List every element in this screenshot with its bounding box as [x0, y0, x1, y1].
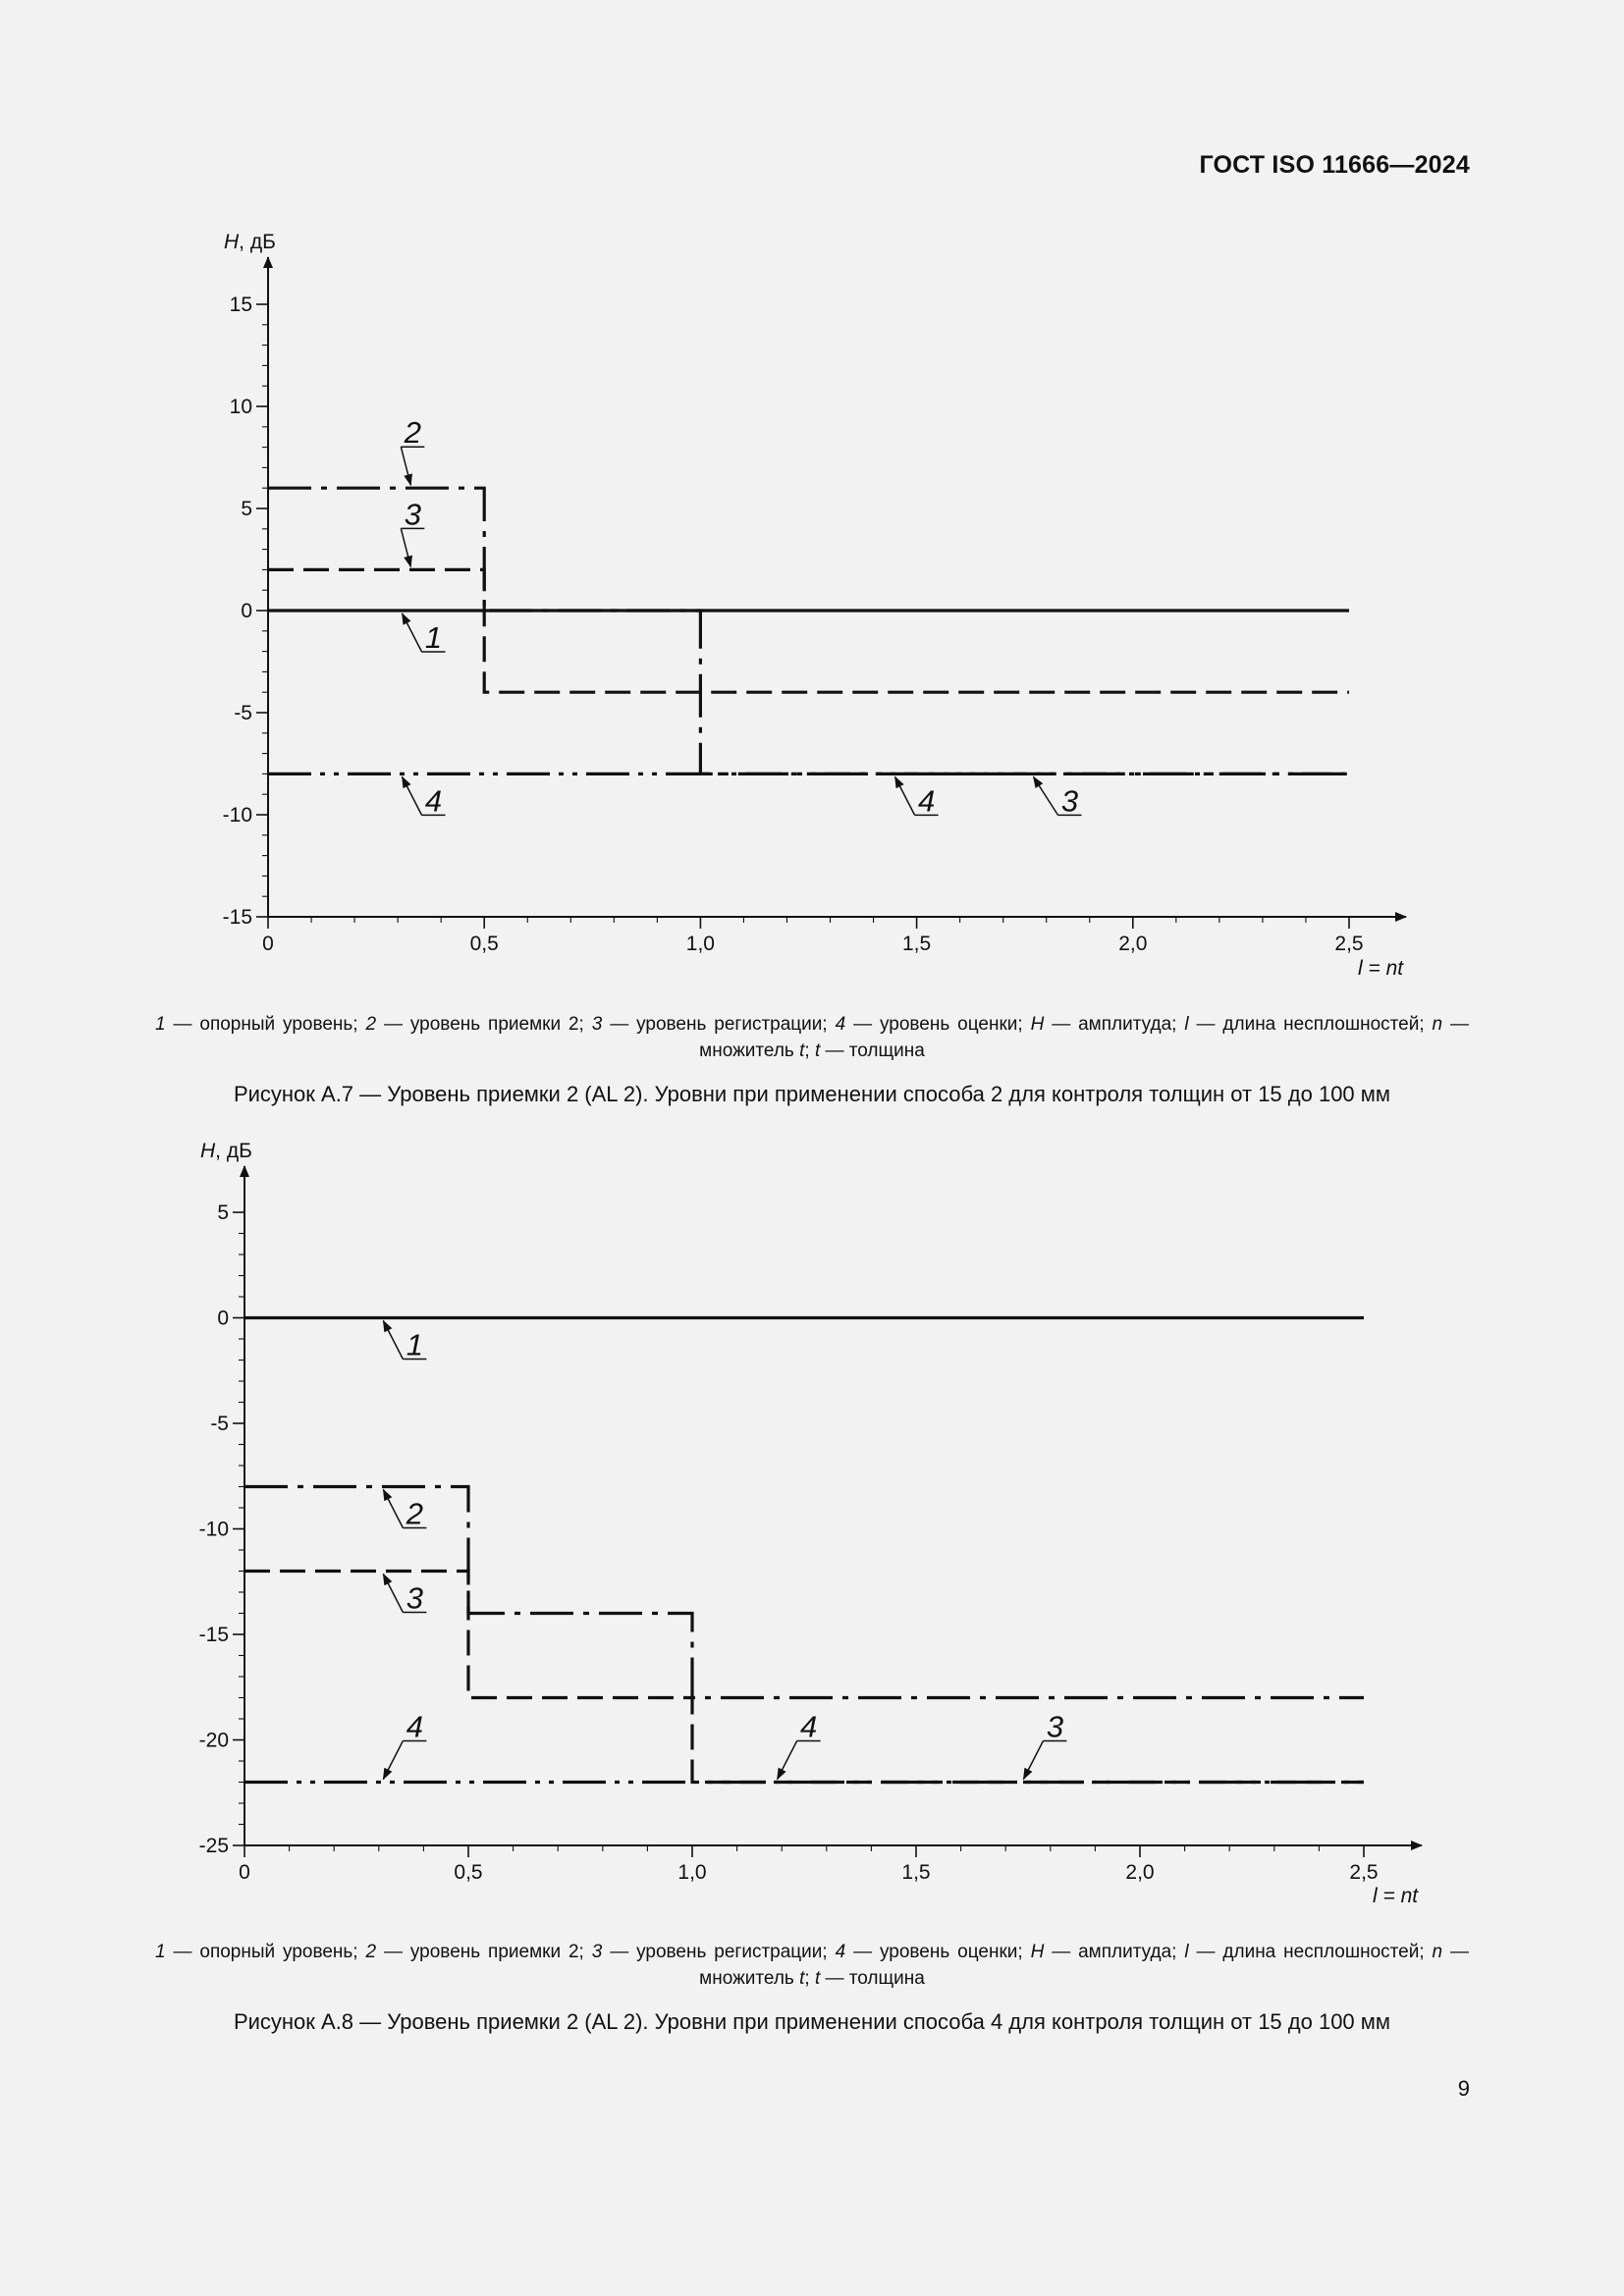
legend-text: — опорный уровень;	[165, 1014, 366, 1035]
legend-text: — множитель	[699, 1942, 1470, 1989]
callout-label: 3	[404, 497, 421, 532]
callout-leader	[383, 1321, 403, 1360]
legend-symbol: t	[814, 1968, 821, 1989]
y-tick-label: -5	[210, 1413, 229, 1435]
figure-a8-svg	[0, 1080, 1624, 1963]
callout-leader	[1034, 776, 1058, 815]
x-axis-label: l = nt	[1358, 957, 1404, 980]
x-tick-label: 2,0	[1118, 933, 1148, 955]
callout-leader	[895, 776, 915, 815]
figure-a7-caption: Рисунок А.7 — Уровень приемки 2 (AL 2). Уровни при применении способа 2 для контроля толщин от 15 до 100 мм	[233, 1082, 1391, 1106]
callout-label: 2	[406, 1496, 423, 1531]
callout-leader	[383, 1575, 403, 1613]
callout-label: 3	[1060, 783, 1079, 819]
callout-label: 3	[406, 1580, 423, 1616]
legend-symbol: n	[1432, 1014, 1443, 1035]
legend-text: ;	[804, 1968, 815, 1989]
callout-label: 4	[800, 1709, 818, 1744]
legend-symbol: 4	[835, 1014, 846, 1035]
x-tick-label: 2,5	[1334, 933, 1364, 955]
legend-symbol: H	[1030, 1014, 1045, 1035]
x-tick-label: 1,0	[677, 1861, 707, 1884]
x-tick-label: 0,5	[469, 933, 499, 955]
legend-symbol: 2	[365, 1014, 377, 1035]
callout-label: 4	[406, 1709, 423, 1744]
legend-text: — уровень регистрации;	[602, 1014, 836, 1035]
callout-leader	[778, 1741, 797, 1780]
y-axis-label: H, дБ	[200, 1140, 252, 1162]
figure-a8-legend	[155, 1939, 1469, 1992]
callout-leader	[1023, 1741, 1043, 1780]
legend-text: — уровень приемки 2;	[376, 1942, 592, 1962]
page-number: 9	[1457, 2076, 1470, 2101]
figure-a7-chart	[0, 0, 1624, 1041]
legend-symbol: 1	[155, 1942, 166, 1962]
y-tick-label: 10	[229, 396, 252, 418]
document-header: ГОСТ ISO 11666—2024	[1199, 151, 1470, 179]
y-axis-label: H, дБ	[224, 231, 276, 253]
callout-label: 4	[917, 783, 936, 819]
x-tick-label: 0	[239, 1861, 250, 1884]
legend-symbol: n	[1432, 1942, 1443, 1962]
legend-text: — амплитуда;	[1044, 1942, 1185, 1962]
legend-symbol: t	[799, 1041, 805, 1061]
callout-label: 1	[424, 620, 443, 655]
callout-leader	[403, 614, 422, 652]
legend-text: — толщина	[820, 1041, 925, 1061]
y-tick-label: 0	[241, 600, 252, 622]
legend-symbol: 2	[365, 1942, 377, 1962]
legend-text: — опорный уровень;	[165, 1942, 366, 1962]
x-tick-label: 0,5	[454, 1861, 483, 1884]
legend-symbol: l	[1184, 1942, 1189, 1962]
callout-leader	[383, 1741, 403, 1780]
y-tick-label: 5	[217, 1201, 229, 1224]
legend-symbol: 4	[835, 1942, 846, 1962]
figure-a7-svg	[0, 0, 1624, 1041]
legend-text: — уровень оценки;	[845, 1942, 1031, 1962]
legend-symbol: H	[1030, 1942, 1045, 1962]
x-tick-label: 1,0	[685, 933, 716, 955]
callout-label: 3	[1046, 1709, 1064, 1744]
y-tick-label: 15	[229, 294, 252, 316]
callout-leader	[401, 528, 410, 566]
legend-text: — амплитуда;	[1044, 1014, 1185, 1035]
callout-label: 1	[406, 1327, 423, 1362]
legend-text: — уровень оценки;	[845, 1014, 1031, 1035]
legend-symbol: t	[814, 1041, 821, 1061]
legend-text: — длина несплошностей;	[1188, 1014, 1433, 1035]
callout-label: 2	[404, 415, 421, 451]
y-tick-label: -15	[222, 906, 252, 929]
figure-a8-chart	[0, 1080, 1624, 1963]
legend-text: — уровень регистрации;	[602, 1942, 836, 1962]
callout-leader	[401, 447, 410, 485]
x-axis-label: l = nt	[1373, 1885, 1419, 1907]
y-tick-label: -25	[198, 1835, 229, 1857]
y-tick-label: -5	[234, 702, 252, 724]
legend-symbol: l	[1184, 1014, 1189, 1035]
callout-leader	[383, 1490, 403, 1528]
y-tick-label: -20	[198, 1729, 229, 1752]
legend-text: — уровень приемки 2;	[376, 1014, 592, 1035]
y-tick-label: 0	[217, 1307, 229, 1330]
callout-label: 4	[424, 783, 443, 819]
figure-a7-legend	[155, 1011, 1469, 1064]
callout-leader	[403, 776, 422, 815]
x-tick-label: 2,5	[1349, 1861, 1379, 1884]
y-tick-label: 5	[241, 498, 252, 520]
legend-text: ;	[804, 1041, 815, 1061]
legend-text: — длина несплошностей;	[1188, 1942, 1433, 1962]
y-tick-label: -10	[198, 1518, 229, 1541]
x-tick-label: 1,5	[901, 933, 932, 955]
y-tick-label: -15	[198, 1624, 229, 1646]
x-tick-label: 1,5	[901, 1861, 931, 1884]
legend-symbol: 3	[591, 1942, 603, 1962]
legend-text: — множитель	[699, 1014, 1470, 1061]
legend-symbol: 1	[155, 1014, 166, 1035]
legend-symbol: 3	[591, 1014, 603, 1035]
figure-a8-caption: Рисунок А.8 — Уровень приемки 2 (AL 2). Уровни при применении способа 4 для контроля толщин от 15 до 100 мм	[233, 2009, 1391, 2034]
x-tick-label: 0	[262, 933, 274, 955]
x-tick-label: 2,0	[1125, 1861, 1155, 1884]
legend-symbol: t	[799, 1968, 805, 1989]
y-tick-label: -10	[222, 804, 252, 827]
legend-text: — толщина	[820, 1968, 925, 1989]
